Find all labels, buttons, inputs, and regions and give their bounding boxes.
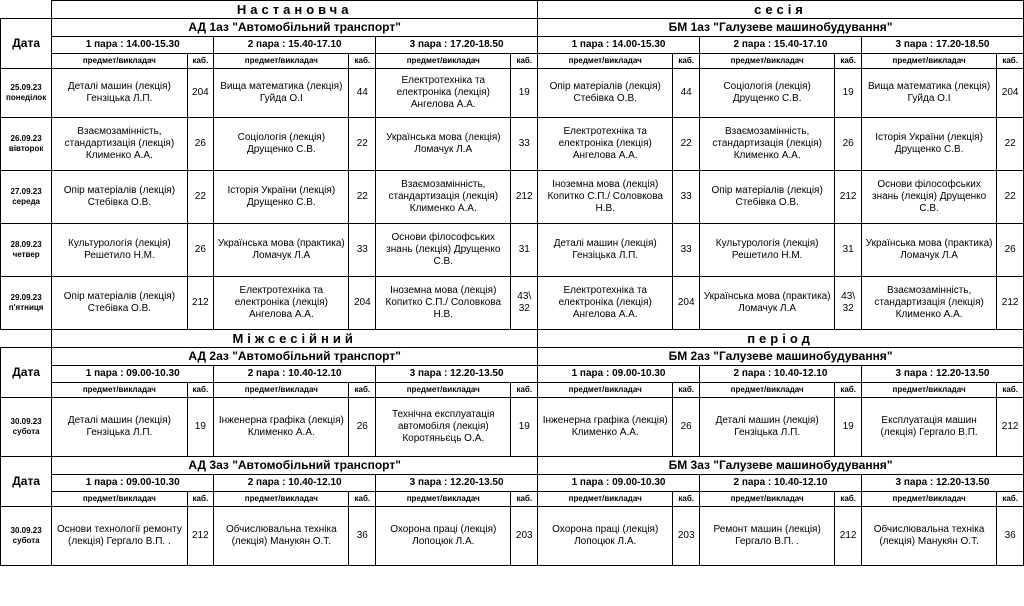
session-title-left: Настановча	[52, 1, 538, 19]
day-row-thursday	[1, 224, 1024, 277]
lesson-room: 212	[997, 277, 1024, 330]
day-name: середа	[12, 197, 40, 206]
lesson-subject: Культурологія (лекція) Решетило Н.М.	[52, 224, 187, 277]
subject-label: предмет/викладач	[538, 54, 673, 69]
pair-1-bm: 1 пара : 09.00-10.30	[538, 366, 700, 383]
subject-label: предмет/викладач	[214, 383, 349, 398]
lesson-subject: Інженерна графіка (лекція) Клименко А.А.	[538, 398, 673, 457]
lesson-subject: Культурологія (лекція) Решетило Н.М.	[700, 224, 835, 277]
lesson-room: 26	[997, 224, 1024, 277]
lesson-subject: Соціологія (лекція) Друщенко С.В.	[700, 69, 835, 118]
subject-label: предмет/викладач	[861, 383, 996, 398]
lesson-subject: Опір матеріалів (лекція) Стебівка О.В.	[52, 277, 187, 330]
lesson-subject: Взаємозамінність, стандартизація (лекція) Клименко А.А.	[52, 118, 187, 171]
lesson-room: 22	[673, 118, 700, 171]
lesson-subject: Історія України (лекція) Друщенко С.В.	[861, 118, 996, 171]
lesson-room: 26	[349, 398, 376, 457]
lesson-room: 31	[835, 224, 862, 277]
pair-1-ad: 1 пара : 09.00-10.30	[52, 475, 214, 492]
group-title-bm1: БМ 1аз "Галузеве машинобудування"	[538, 19, 1024, 37]
lesson-subject: Деталі машин (лекція) Гензіцька Л.П.	[52, 398, 187, 457]
lesson-subject: Основи технології ремонту (лекція) Гергало В.П. .	[52, 507, 187, 566]
lesson-room: 22	[187, 171, 214, 224]
lesson-subject: Іноземна мова (лекція) Копитко С.П./ Соловкова Н.В.	[538, 171, 673, 224]
lesson-room: 26	[835, 118, 862, 171]
day-cell	[1, 507, 52, 566]
lesson-room: 36	[997, 507, 1024, 566]
day-cell	[1, 171, 52, 224]
lesson-subject: Деталі машин (лекція) Гензіцька Л.П.	[700, 398, 835, 457]
pair-row	[1, 366, 1024, 383]
lesson-room: 204	[673, 277, 700, 330]
group-title-ad3: АД 3аз "Автомобільний транспорт"	[52, 457, 538, 475]
pair-3-bm: 3 пара : 17.20-18.50	[861, 37, 1023, 54]
day-cell	[1, 398, 52, 457]
day-row-monday	[1, 69, 1024, 118]
intersession-title-row	[1, 330, 1024, 348]
day-row-saturday-g2	[1, 398, 1024, 457]
lesson-room: 22	[349, 171, 376, 224]
pair-1-bm: 1 пара : 09.00-10.30	[538, 475, 700, 492]
subject-label: предмет/викладач	[214, 54, 349, 69]
day-name: понеділок	[6, 93, 47, 102]
session-title-right: сесія	[538, 1, 1024, 19]
lesson-subject: Електротехніка та електроніка (лекція) Ангелова А.А.	[538, 118, 673, 171]
group-title-bm3: БМ 3аз "Галузеве машинобудування"	[538, 457, 1024, 475]
room-label: каб.	[511, 492, 538, 507]
pair-2-ad: 2 пара : 10.40-12.10	[214, 366, 376, 383]
group-title-ad1: АД 1аз "Автомобільний транспорт"	[52, 19, 538, 37]
room-label: каб.	[511, 383, 538, 398]
lesson-room: 212	[835, 171, 862, 224]
lesson-room: 22	[997, 171, 1024, 224]
room-label: каб.	[997, 492, 1024, 507]
subject-label: предмет/викладач	[214, 492, 349, 507]
lesson-room: 33	[511, 118, 538, 171]
lesson-subject: Українська мова (практика) Ломачук Л.А	[214, 224, 349, 277]
pair-2-bm: 2 пара : 15.40-17.10	[700, 37, 862, 54]
subject-label: предмет/викладач	[861, 492, 996, 507]
lesson-subject: Електротехніка та електроніка (лекція) Ангелова А.А.	[214, 277, 349, 330]
lesson-room: 203	[673, 507, 700, 566]
date-header: Дата	[1, 457, 52, 507]
group-title-ad2: АД 2аз "Автомобільний транспорт"	[52, 348, 538, 366]
lesson-subject: Іноземна мова (лекція) Копитко С.П./ Соловкова Н.В.	[376, 277, 511, 330]
day-cell	[1, 224, 52, 277]
room-label: каб.	[349, 383, 376, 398]
lesson-room: 31	[511, 224, 538, 277]
lesson-subject: Опір матеріалів (лекція) Стебівка О.В.	[700, 171, 835, 224]
day-date: 28.09.23	[10, 240, 42, 250]
lesson-subject: Українська мова (практика) Ломачук Л.А	[700, 277, 835, 330]
lesson-room: 44	[673, 69, 700, 118]
lesson-room: 204	[187, 69, 214, 118]
lesson-room: 36	[349, 507, 376, 566]
lesson-subject: Експлуатація машин (лекція) Гергало В.П.	[861, 398, 996, 457]
day-name: четвер	[12, 250, 40, 259]
room-label: каб.	[511, 54, 538, 69]
lesson-subject: Історія України (лекція) Друщенко С.В.	[214, 171, 349, 224]
lesson-room: 19	[835, 398, 862, 457]
lesson-room: 212	[835, 507, 862, 566]
group-title-row	[1, 19, 1024, 37]
subject-label: предмет/викладач	[700, 492, 835, 507]
lesson-room: 212	[997, 398, 1024, 457]
lesson-subject: Інженерна графіка (лекція) Клименко А.А.	[214, 398, 349, 457]
subject-label: предмет/викладач	[700, 54, 835, 69]
subject-label: предмет/викладач	[52, 383, 187, 398]
lesson-room: 204	[349, 277, 376, 330]
day-cell	[1, 277, 52, 330]
pair-row	[1, 475, 1024, 492]
subheader-row	[1, 383, 1024, 398]
lesson-room: 19	[511, 69, 538, 118]
subject-label: предмет/викладач	[52, 54, 187, 69]
lesson-subject: Вища математика (лекція) Гуйда О.І	[861, 69, 996, 118]
subject-label: предмет/викладач	[376, 54, 511, 69]
pair-row	[1, 37, 1024, 54]
lesson-room: 44	[349, 69, 376, 118]
lesson-subject: Українська мова (лекція) Ломачук Л.А	[376, 118, 511, 171]
day-row-wednesday	[1, 171, 1024, 224]
lesson-subject: Взаємозамінність, стандартизація (лекція) Клименко А.А.	[861, 277, 996, 330]
day-date: 27.09.23	[10, 187, 42, 197]
lesson-subject: Електротехніка та електроніка (лекція) Ангелова А.А.	[376, 69, 511, 118]
lesson-subject: Обчислювальна техніка (лекція) Манукян О.Т.	[861, 507, 996, 566]
lesson-room: 43\ 32	[511, 277, 538, 330]
lesson-room: 204	[997, 69, 1024, 118]
lesson-subject: Електротехніка та електроніка (лекція) Ангелова А.А.	[538, 277, 673, 330]
day-row-saturday-g3	[1, 507, 1024, 566]
date-header: Дата	[1, 348, 52, 398]
pair-1-bm: 1 пара : 14.00-15.30	[538, 37, 700, 54]
day-cell	[1, 69, 52, 118]
pair-1-ad: 1 пара : 09.00-10.30	[52, 366, 214, 383]
pair-2-ad: 2 пара : 10.40-12.10	[214, 475, 376, 492]
lesson-room: 33	[349, 224, 376, 277]
subheader-row	[1, 54, 1024, 69]
lesson-room: 26	[187, 118, 214, 171]
lesson-room: 22	[997, 118, 1024, 171]
subject-label: предмет/викладач	[376, 492, 511, 507]
group3-title-row	[1, 457, 1024, 475]
lesson-subject: Вища математика (лекція) Гуйда О.І	[214, 69, 349, 118]
pair-1-ad: 1 пара : 14.00-15.30	[52, 37, 214, 54]
lesson-room: 19	[187, 398, 214, 457]
lesson-subject: Деталі машин (лекція) Гензіцька Л.П.	[52, 69, 187, 118]
lesson-subject: Опір матеріалів (лекція) Стебівка О.В.	[538, 69, 673, 118]
subject-label: предмет/викладач	[52, 492, 187, 507]
room-label: каб.	[835, 492, 862, 507]
pair-3-ad: 3 пара : 12.20-13.50	[376, 366, 538, 383]
pair-2-bm: 2 пара : 10.40-12.10	[700, 366, 862, 383]
day-name: п'ятниця	[8, 303, 44, 312]
lesson-room: 26	[187, 224, 214, 277]
pair-3-bm: 3 пара : 12.20-13.50	[861, 475, 1023, 492]
date-header: Дата	[1, 19, 52, 69]
room-label: каб.	[835, 383, 862, 398]
lesson-room: 43\ 32	[835, 277, 862, 330]
subject-label: предмет/викладач	[538, 383, 673, 398]
subject-label: предмет/викладач	[538, 492, 673, 507]
room-label: каб.	[187, 492, 214, 507]
intersession-title-right: період	[538, 330, 1024, 348]
room-label: каб.	[673, 54, 700, 69]
room-label: каб.	[673, 492, 700, 507]
room-label: каб.	[997, 54, 1024, 69]
day-name: субота	[12, 427, 40, 436]
day-date: 25.09.23	[10, 83, 42, 93]
lesson-subject: Взаємозамінність, стандартизація (лекція) Клименко А.А.	[700, 118, 835, 171]
room-label: каб.	[835, 54, 862, 69]
room-label: каб.	[349, 54, 376, 69]
subject-label: предмет/викладач	[700, 383, 835, 398]
lesson-room: 212	[187, 507, 214, 566]
lesson-subject: Охорона праці (лекція) Лопоцюк Л.А.	[376, 507, 511, 566]
day-date: 26.09.23	[10, 134, 42, 144]
lesson-subject: Українська мова (практика) Ломачук Л.А	[861, 224, 996, 277]
pair-2-bm: 2 пара : 10.40-12.10	[700, 475, 862, 492]
intersession-title-left: Міжсесійний	[52, 330, 538, 348]
pair-3-ad: 3 пара : 12.20-13.50	[376, 475, 538, 492]
lesson-subject: Опір матеріалів (лекція) Стебівка О.В.	[52, 171, 187, 224]
room-label: каб.	[997, 383, 1024, 398]
pair-2-ad: 2 пара : 15.40-17.10	[214, 37, 376, 54]
lesson-room: 203	[511, 507, 538, 566]
day-date: 29.09.23	[10, 293, 42, 303]
day-row-friday	[1, 277, 1024, 330]
lesson-room: 212	[187, 277, 214, 330]
room-label: каб.	[349, 492, 376, 507]
group-title-bm2: БМ 2аз "Галузеве машинобудування"	[538, 348, 1024, 366]
lesson-subject: Основи філософських знань (лекція) Друщенко С.В.	[861, 171, 996, 224]
lesson-room: 22	[349, 118, 376, 171]
day-name: вівторок	[8, 144, 44, 153]
lesson-subject: Ремонт машин (лекція) Гергало В.П. .	[700, 507, 835, 566]
lesson-subject: Охорона праці (лекція) Лопоцюк Л.А.	[538, 507, 673, 566]
lesson-room: 19	[511, 398, 538, 457]
group2-title-row	[1, 348, 1024, 366]
room-label: каб.	[187, 54, 214, 69]
lesson-room: 33	[673, 224, 700, 277]
day-cell	[1, 118, 52, 171]
lesson-room: 212	[511, 171, 538, 224]
day-row-tuesday	[1, 118, 1024, 171]
lesson-subject: Технічна експлуатація автомобіля (лекція) Коротяньєць О.А.	[376, 398, 511, 457]
lesson-subject: Взаємозамінність, стандартизація (лекція) Клименко А.А.	[376, 171, 511, 224]
subheader-row	[1, 492, 1024, 507]
day-name: субота	[12, 536, 40, 545]
lesson-subject: Деталі машин (лекція) Гензіцька Л.П.	[538, 224, 673, 277]
lesson-subject: Обчислювальна техніка (лекція) Манукян О.Т.	[214, 507, 349, 566]
room-label: каб.	[187, 383, 214, 398]
pair-3-bm: 3 пара : 12.20-13.50	[861, 366, 1023, 383]
room-label: каб.	[673, 383, 700, 398]
day-date: 30.09.23	[10, 417, 42, 427]
pair-3-ad: 3 пара : 17.20-18.50	[376, 37, 538, 54]
lesson-room: 33	[673, 171, 700, 224]
subject-label: предмет/викладач	[861, 54, 996, 69]
lesson-room: 26	[673, 398, 700, 457]
session-title-row	[1, 1, 1024, 19]
lesson-subject: Основи філософських знань (лекція) Друщенко С.В.	[376, 224, 511, 277]
lesson-subject: Соціологія (лекція) Друщенко С.В.	[214, 118, 349, 171]
subject-label: предмет/викладач	[376, 383, 511, 398]
day-date: 30.09.23	[10, 526, 42, 536]
lesson-room: 19	[835, 69, 862, 118]
